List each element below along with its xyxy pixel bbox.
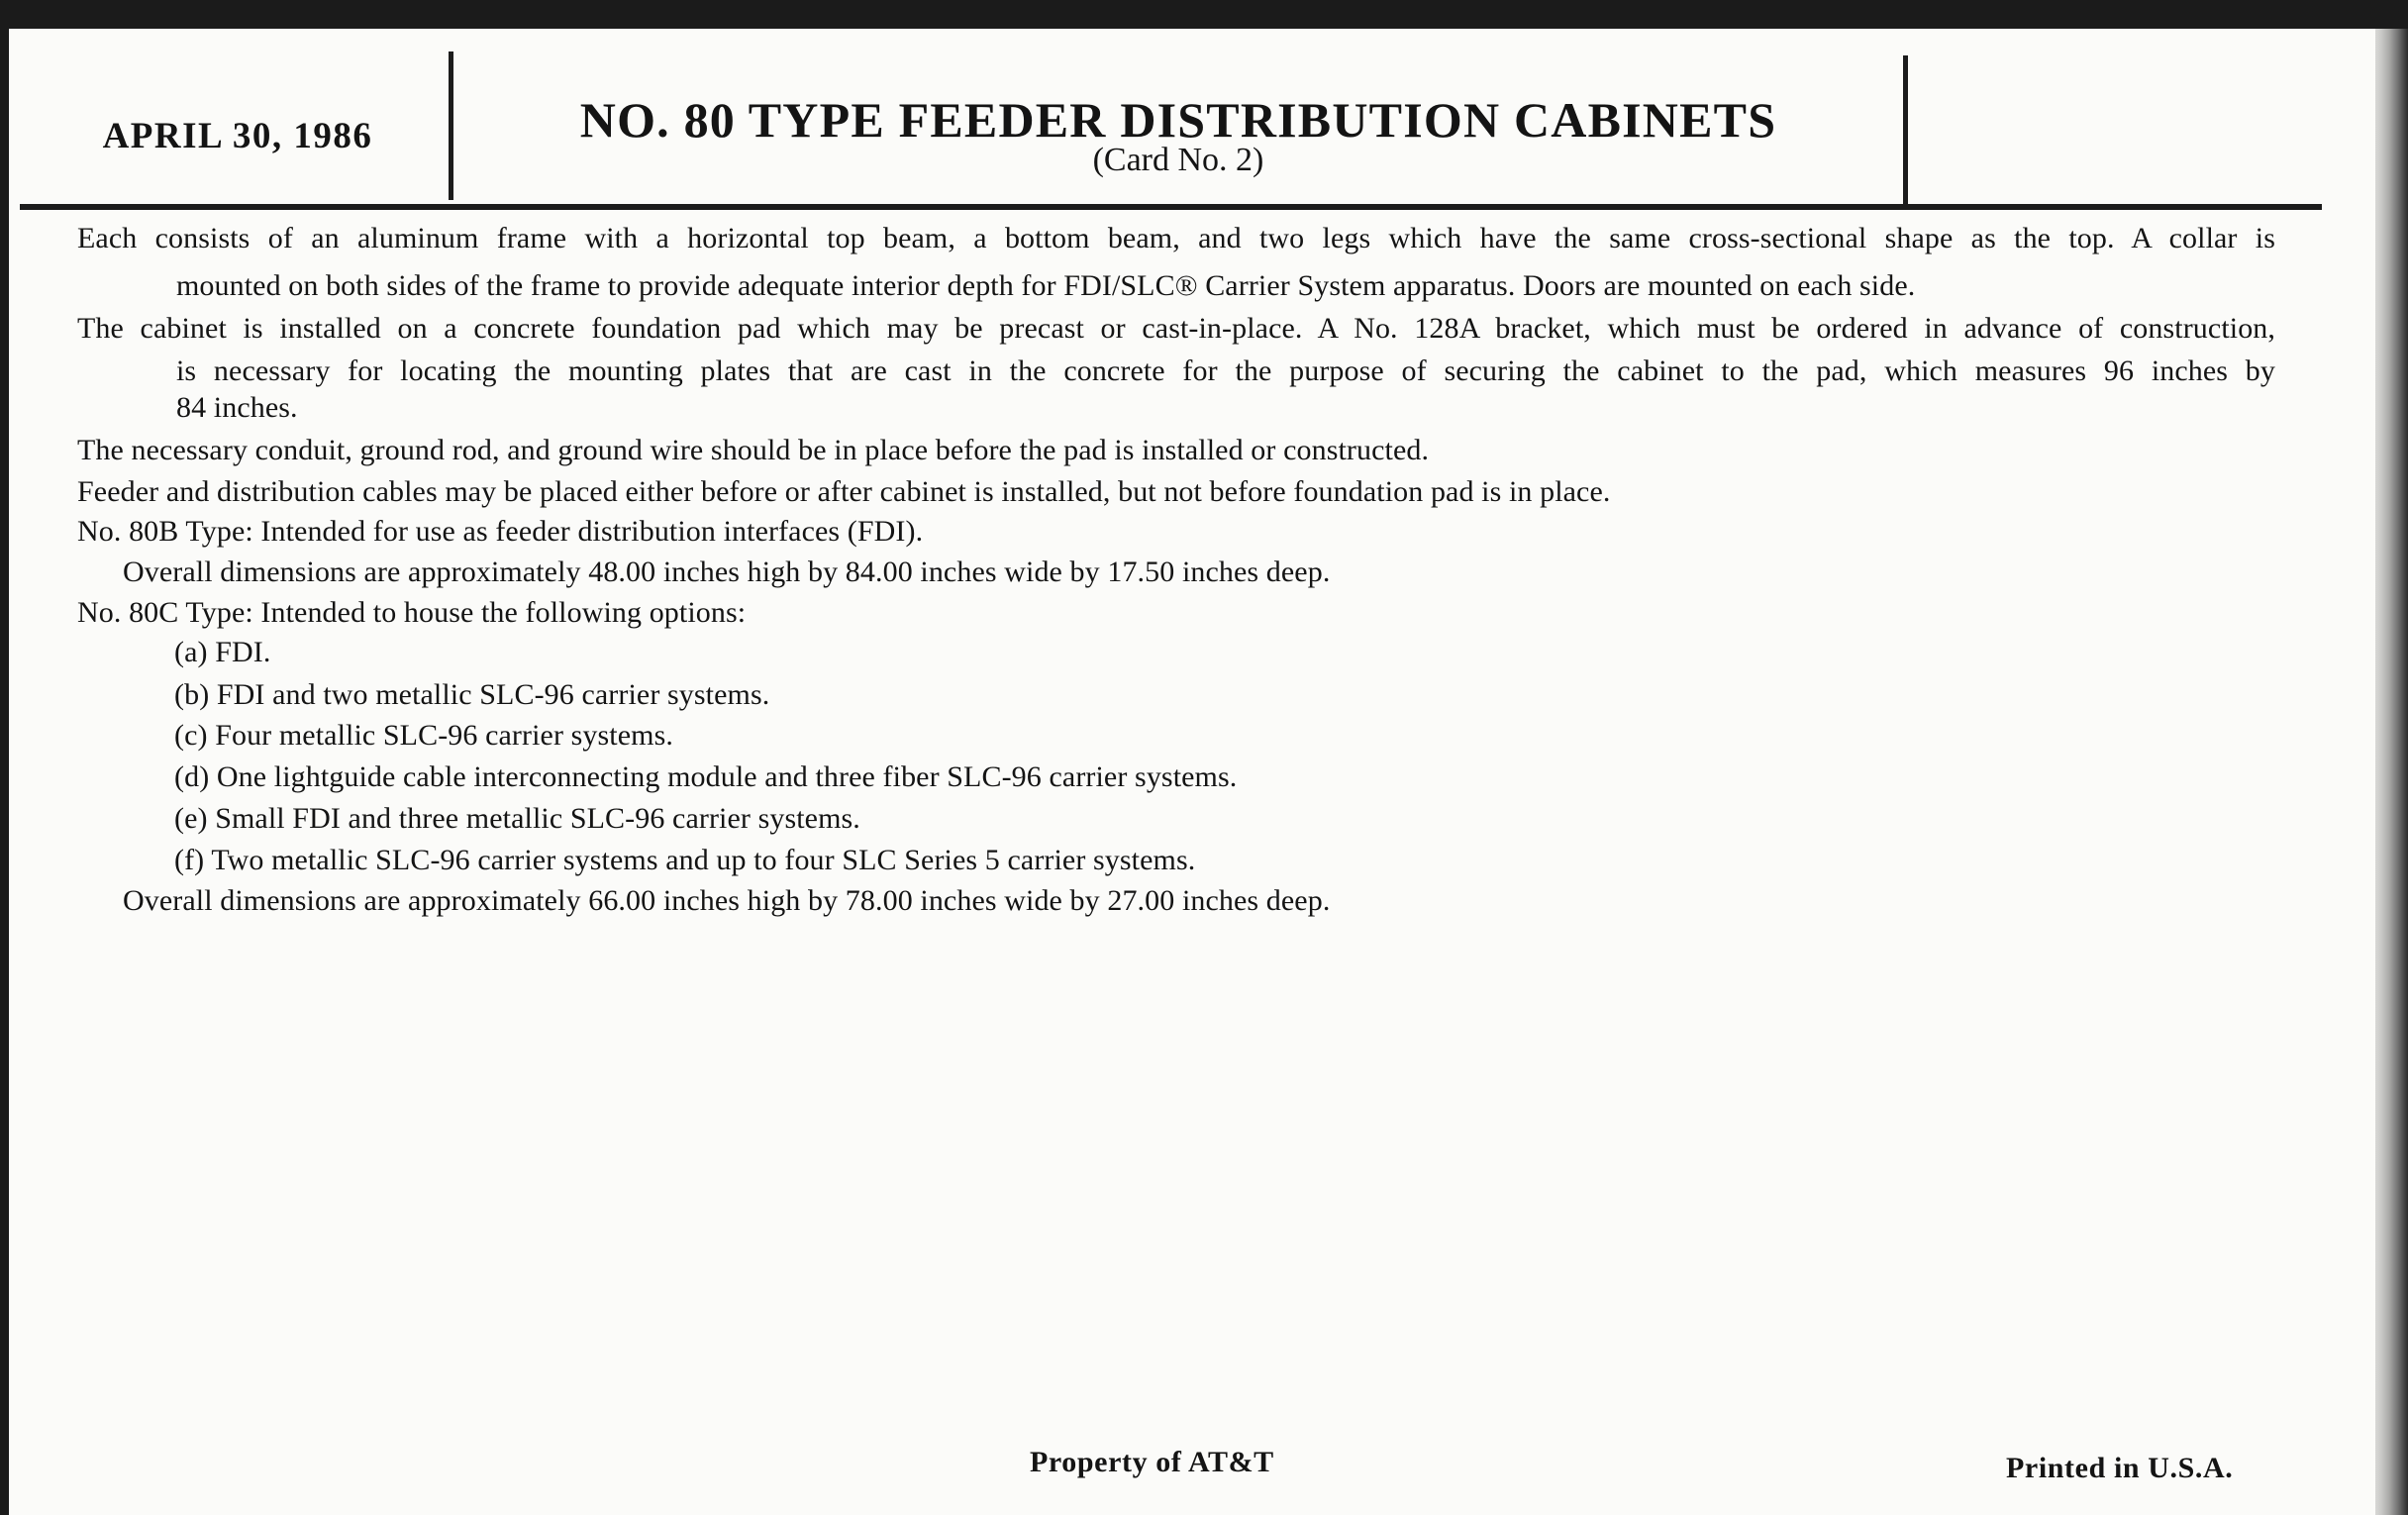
paragraph-80c-type: No. 80C Type: Intended to house the following options:: [77, 596, 747, 629]
paragraph-frame-line-2: mounted on both sides of the frame to provide adequate interior depth for FDI/SLC® Carrier System apparatus. Doors are mounted on each side.: [176, 269, 1916, 302]
option-item: (a) FDI.: [174, 636, 271, 668]
paragraph-80b-type: No. 80B Type: Intended for use as feeder distribution interfaces (FDI).: [77, 515, 924, 548]
document-title: NO. 80 TYPE FEEDER DISTRIBUTION CABINETS: [579, 92, 1777, 148]
document-date: APRIL 30, 1986: [102, 116, 373, 156]
option-item: (f) Two metallic SLC-96 carrier systems and up to four SLC Series 5 carrier systems.: [174, 844, 1196, 876]
option-item: (d) One lightguide cable interconnecting module and three fiber SLC-96 carrier systems.: [174, 760, 1238, 793]
paragraph-80b-dimensions: Overall dimensions are approximately 48.00 inches high by 84.00 inches wide by 17.50 inches deep.: [123, 556, 1331, 588]
paragraph-pad-line-3: 84 inches.: [176, 391, 298, 424]
option-item: (c) Four metallic SLC-96 carrier systems.: [174, 719, 673, 752]
paragraph-80c-dimensions: Overall dimensions are approximately 66.00 inches high by 78.00 inches wide by 27.00 inches deep.: [123, 884, 1331, 917]
footer-property: Property of AT&T: [1030, 1446, 1274, 1478]
paragraph-cables: Feeder and distribution cables may be placed either before or after cabinet is installed, but not before foundation pad is in place.: [77, 475, 1611, 508]
footer-printed: Printed in U.S.A.: [2006, 1452, 2234, 1484]
paragraph-conduit: The necessary conduit, ground rod, and ground wire should be in place before the pad is installed or constructed.: [77, 434, 1430, 466]
option-item: (e) Small FDI and three metallic SLC-96 carrier systems.: [174, 802, 860, 835]
document-subtitle: (Card No. 2): [1092, 142, 1264, 178]
option-item: (b) FDI and two metallic SLC-96 carrier systems.: [174, 678, 770, 711]
paragraph-frame-line-1: Each consists of an aluminum frame with a horizontal top beam, a bottom beam, and two legs which have the same cross-sectional shape as the top. A collar is: [77, 222, 2275, 254]
paragraph-pad-line-1: The cabinet is installed on a concrete foundation pad which may be precast or cast-in-place. A No. 128A bracket, which must be ordered in advance of construction,: [77, 312, 2275, 345]
paragraph-pad-line-2: is necessary for locating the mounting plates that are cast in the concrete for the purpose of securing the cabinet to the pad, which measures 96 inches by: [176, 354, 2275, 387]
